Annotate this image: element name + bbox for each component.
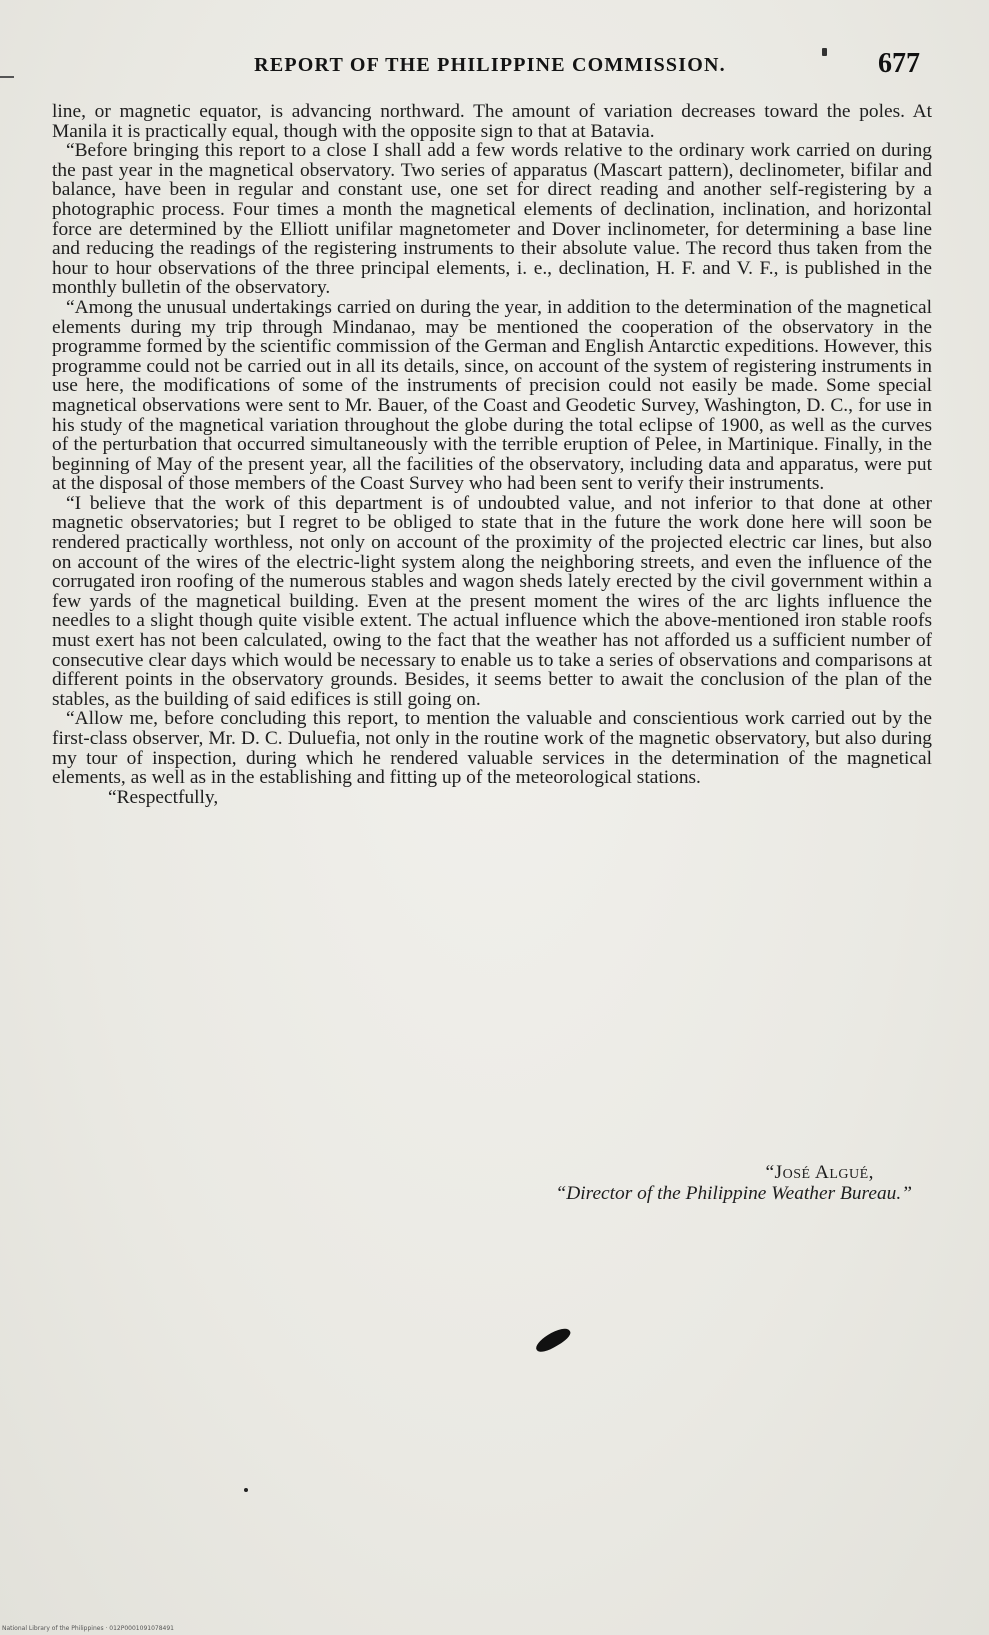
ink-blot <box>533 1324 573 1356</box>
scan-edge-mark <box>0 76 14 78</box>
signatory-title: “Director of the Philippine Weather Bureau.” <box>555 1183 912 1204</box>
signatory-name: “José Algué, <box>765 1162 874 1183</box>
running-head: REPORT OF THE PHILIPPINE COMMISSION. <box>254 54 726 76</box>
paragraph-ordinary-work: “Before bringing this report to a close I shall add a few words relative to the ordinary work carried on during the past year in the magnetical observatory. Two series of apparatus (Mascart pattern), declinometer, bifilar and balance, have been in regular and constant use, one set for direct reading and another self-registering by a photographic process. Four times a month the magnetical elements of declination, inclination, and horizontal force are determined by the Elliott unifilar magnetometer and Dover inclinometer, for determining a base line and reducing the readings of the registering instruments to their absolute value. The record thus taken from the hour to hour observations of the three principal elements, i. e., declination, H. F. and V. F., is published in the monthly bulletin of the observatory. <box>52 140 932 299</box>
paragraph-department-value: “I believe that the work of this department is of undoubted value, and not inferior to that done at other magnetic observatories; but I regret to be obliged to state that in the future the work done here will soon be rendered practically worthless, not only on account of the proximity of the projected electric car lines, but also on account of the wires of the electric-light system along the neighboring streets, and even the influence of the corrugated iron roofing of the numerous stables and wagon sheds lately erected by the civil government within a few yards of the magnetical building. Even at the present moment the wires of the arc lights influence the needles to a slight though quite visible extent. The actual influence which the above-mentioned iron stable roofs must exert has not been calculated, owing to the fact that the weather has not afforded us a sufficient number of consecutive clear days which would be necessary to enable us to take a series of observations and comparisons at different points in the observatory grounds. Besides, it seems better to await the conclusion of the plan of the stables, as the building of said edifices is still going on. <box>52 492 932 710</box>
page-header <box>50 48 930 88</box>
signature-block <box>52 1162 912 1204</box>
paragraph-unusual-undertakings: “Among the unusual undertakings carried on during the year, in addition to the determination of the magnetical elements during my trip through Mindanao, may be mentioned the cooperation of the observatory in the programme formed by the scientific commission of the German and English Antarctic expeditions. However, this programme could not be carried out in all its details, since, on account of the system of registering instruments in use here, the modifications of some of the instruments of precision could not easily be made. Some special magnetical observations were sent to Mr. Bauer, of the Coast and Geodetic Survey, Washington, D. C., for use in his study of the magnetical variation throughout the globe during the total eclipse of 1900, as well as the curves of the perturbation that occurred simultaneously with the terrible eruption of Pelee, in Martinique. Finally, in the beginning of May of the present year, all the facilities of the observatory, including data and apparatus, were put at the disposal of those members of the Coast Survey who had been sent to verify their instruments. <box>52 296 932 495</box>
page-number: 677 <box>878 48 920 79</box>
paragraph-acknowledgement: “Allow me, before concluding this report, to mention the valuable and conscientious work carried out by the first-class observer, Mr. D. C. Duluefia, not only in the routine work of the magnetic observatory, but also during my tour of inspection, during which he rendered valuable services in the determination of the magnetical elements, as well as in the establishing and fitting up of the meteorological stations. <box>52 708 932 789</box>
report-body <box>52 102 932 807</box>
ink-speck <box>244 1488 248 1492</box>
ink-dot <box>822 48 827 56</box>
scan-credit: National Library of the Philippines · 012P0001091078491 <box>2 1625 174 1632</box>
closing-salutation: “Respectfully, <box>108 786 219 808</box>
paragraph-magnetic-equator: line, or magnetic equator, is advancing northward. The amount of variation decreases toward the poles. At Manila it is practically equal, though with the opposite sign to that at Batavia. <box>52 101 932 142</box>
